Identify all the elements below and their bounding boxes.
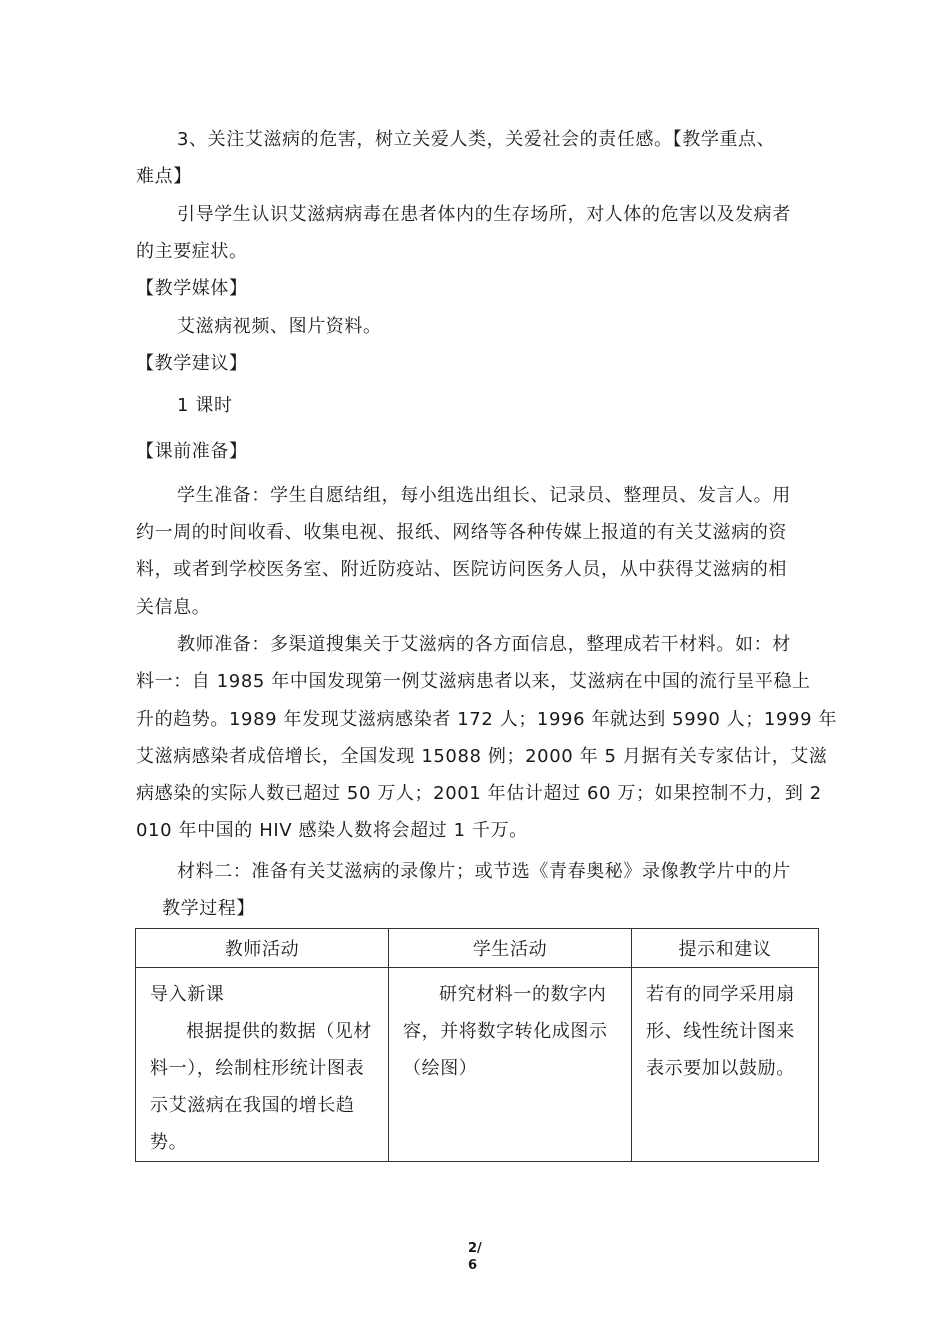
- key-points-text: 引导学生认识艾滋病病毒在患者体内的生存场所，对人体的危害以及发病者: [177, 204, 791, 225]
- teacher-prep-text-cont: 料一：自 1985 年中国发现第一例艾滋病患者以来，艾滋病在中国的流行呈平稳上: [136, 671, 811, 692]
- student-activity-header: 学生活动: [389, 929, 632, 968]
- process-heading: 教学过程】: [162, 898, 255, 919]
- tips-line: 若有的同学采用扇: [646, 984, 795, 1005]
- material-2-text: 材料二：准备有关艾滋病的录像片；或节选《青春奥秘》录像教学片中的片: [177, 861, 791, 882]
- key-points-text-cont: 的主要症状。: [136, 241, 248, 262]
- teacher-activity-line: 根据提供的数据（见材: [186, 1021, 372, 1042]
- table-header-row: [136, 929, 819, 968]
- student-prep-text-cont: 关信息。: [136, 597, 211, 618]
- tips-line: 形、线性统计图来: [646, 1021, 795, 1042]
- tips-cell: [632, 968, 819, 1162]
- student-activity-line: 容，并将数字转化成图示: [403, 1021, 608, 1042]
- teacher-activity-line: 示艾滋病在我国的增长趋: [150, 1095, 355, 1116]
- tips-line: 表示要加以鼓励。: [646, 1058, 795, 1079]
- teacher-activity-header: 教师活动: [136, 929, 389, 968]
- suggestion-heading: 【教学建议】: [136, 353, 248, 374]
- teacher-prep-text: 教师准备：多渠道搜集关于艾滋病的各方面信息，整理成若干材料。如：材: [177, 634, 791, 655]
- suggestion-text: 1 课时: [177, 395, 233, 416]
- teacher-prep-text-cont: 艾滋病感染者成倍增长，全国发现 15088 例；2000 年 5 月据有关专家估计，艾滋: [136, 746, 828, 767]
- table-row: [136, 968, 819, 1162]
- student-activity-cell: [389, 968, 632, 1162]
- student-prep-text-cont: 料，或者到学校医务室、附近防疫站、医院访问医务人员，从中获得艾滋病的相: [136, 559, 787, 580]
- objective-3-text-cont: 难点】: [136, 166, 192, 187]
- objective-3-text: 3、关注艾滋病的危害，树立关爱人类，关爱社会的责任感。【教学重点、: [177, 129, 776, 150]
- teacher-activity-line: 料一），绘制柱形统计图表: [150, 1058, 365, 1079]
- student-activity-line: （绘图）: [403, 1058, 478, 1079]
- teacher-prep-text-cont: 升的趋势。1989 年发现艾滋病感染者 172 人；1996 年就达到 5990 人；1999 年: [136, 709, 838, 730]
- media-text: 艾滋病视频、图片资料。: [177, 316, 382, 337]
- teacher-activity-line: 势。: [150, 1132, 188, 1153]
- student-activity-line: 研究材料一的数字内: [439, 984, 607, 1005]
- tips-header: 提示和建议: [632, 929, 819, 968]
- student-prep-text: 学生准备：学生自愿结组，每小组选出组长、记录员、整理员、发言人。用: [177, 485, 791, 506]
- teacher-activity-cell: [136, 968, 389, 1162]
- teacher-activity-line: 导入新课: [150, 984, 225, 1005]
- page-number-total: 6: [468, 1258, 478, 1273]
- page-number-current: 2/: [468, 1241, 482, 1256]
- student-prep-text-cont: 约一周的时间收看、收集电视、报纸、网络等各种传媒上报道的有关艾滋病的资: [136, 522, 787, 543]
- lesson-process-table: [135, 928, 819, 1162]
- preparation-heading: 【课前准备】: [136, 441, 248, 462]
- teacher-prep-text-cont: 病感染的实际人数已超过 50 万人；2001 年估计超过 60 万；如果控制不力，到 2: [136, 783, 822, 804]
- teacher-prep-text-cont: 010 年中国的 HIV 感染人数将会超过 1 千万。: [136, 820, 528, 841]
- media-heading: 【教学媒体】: [136, 278, 248, 299]
